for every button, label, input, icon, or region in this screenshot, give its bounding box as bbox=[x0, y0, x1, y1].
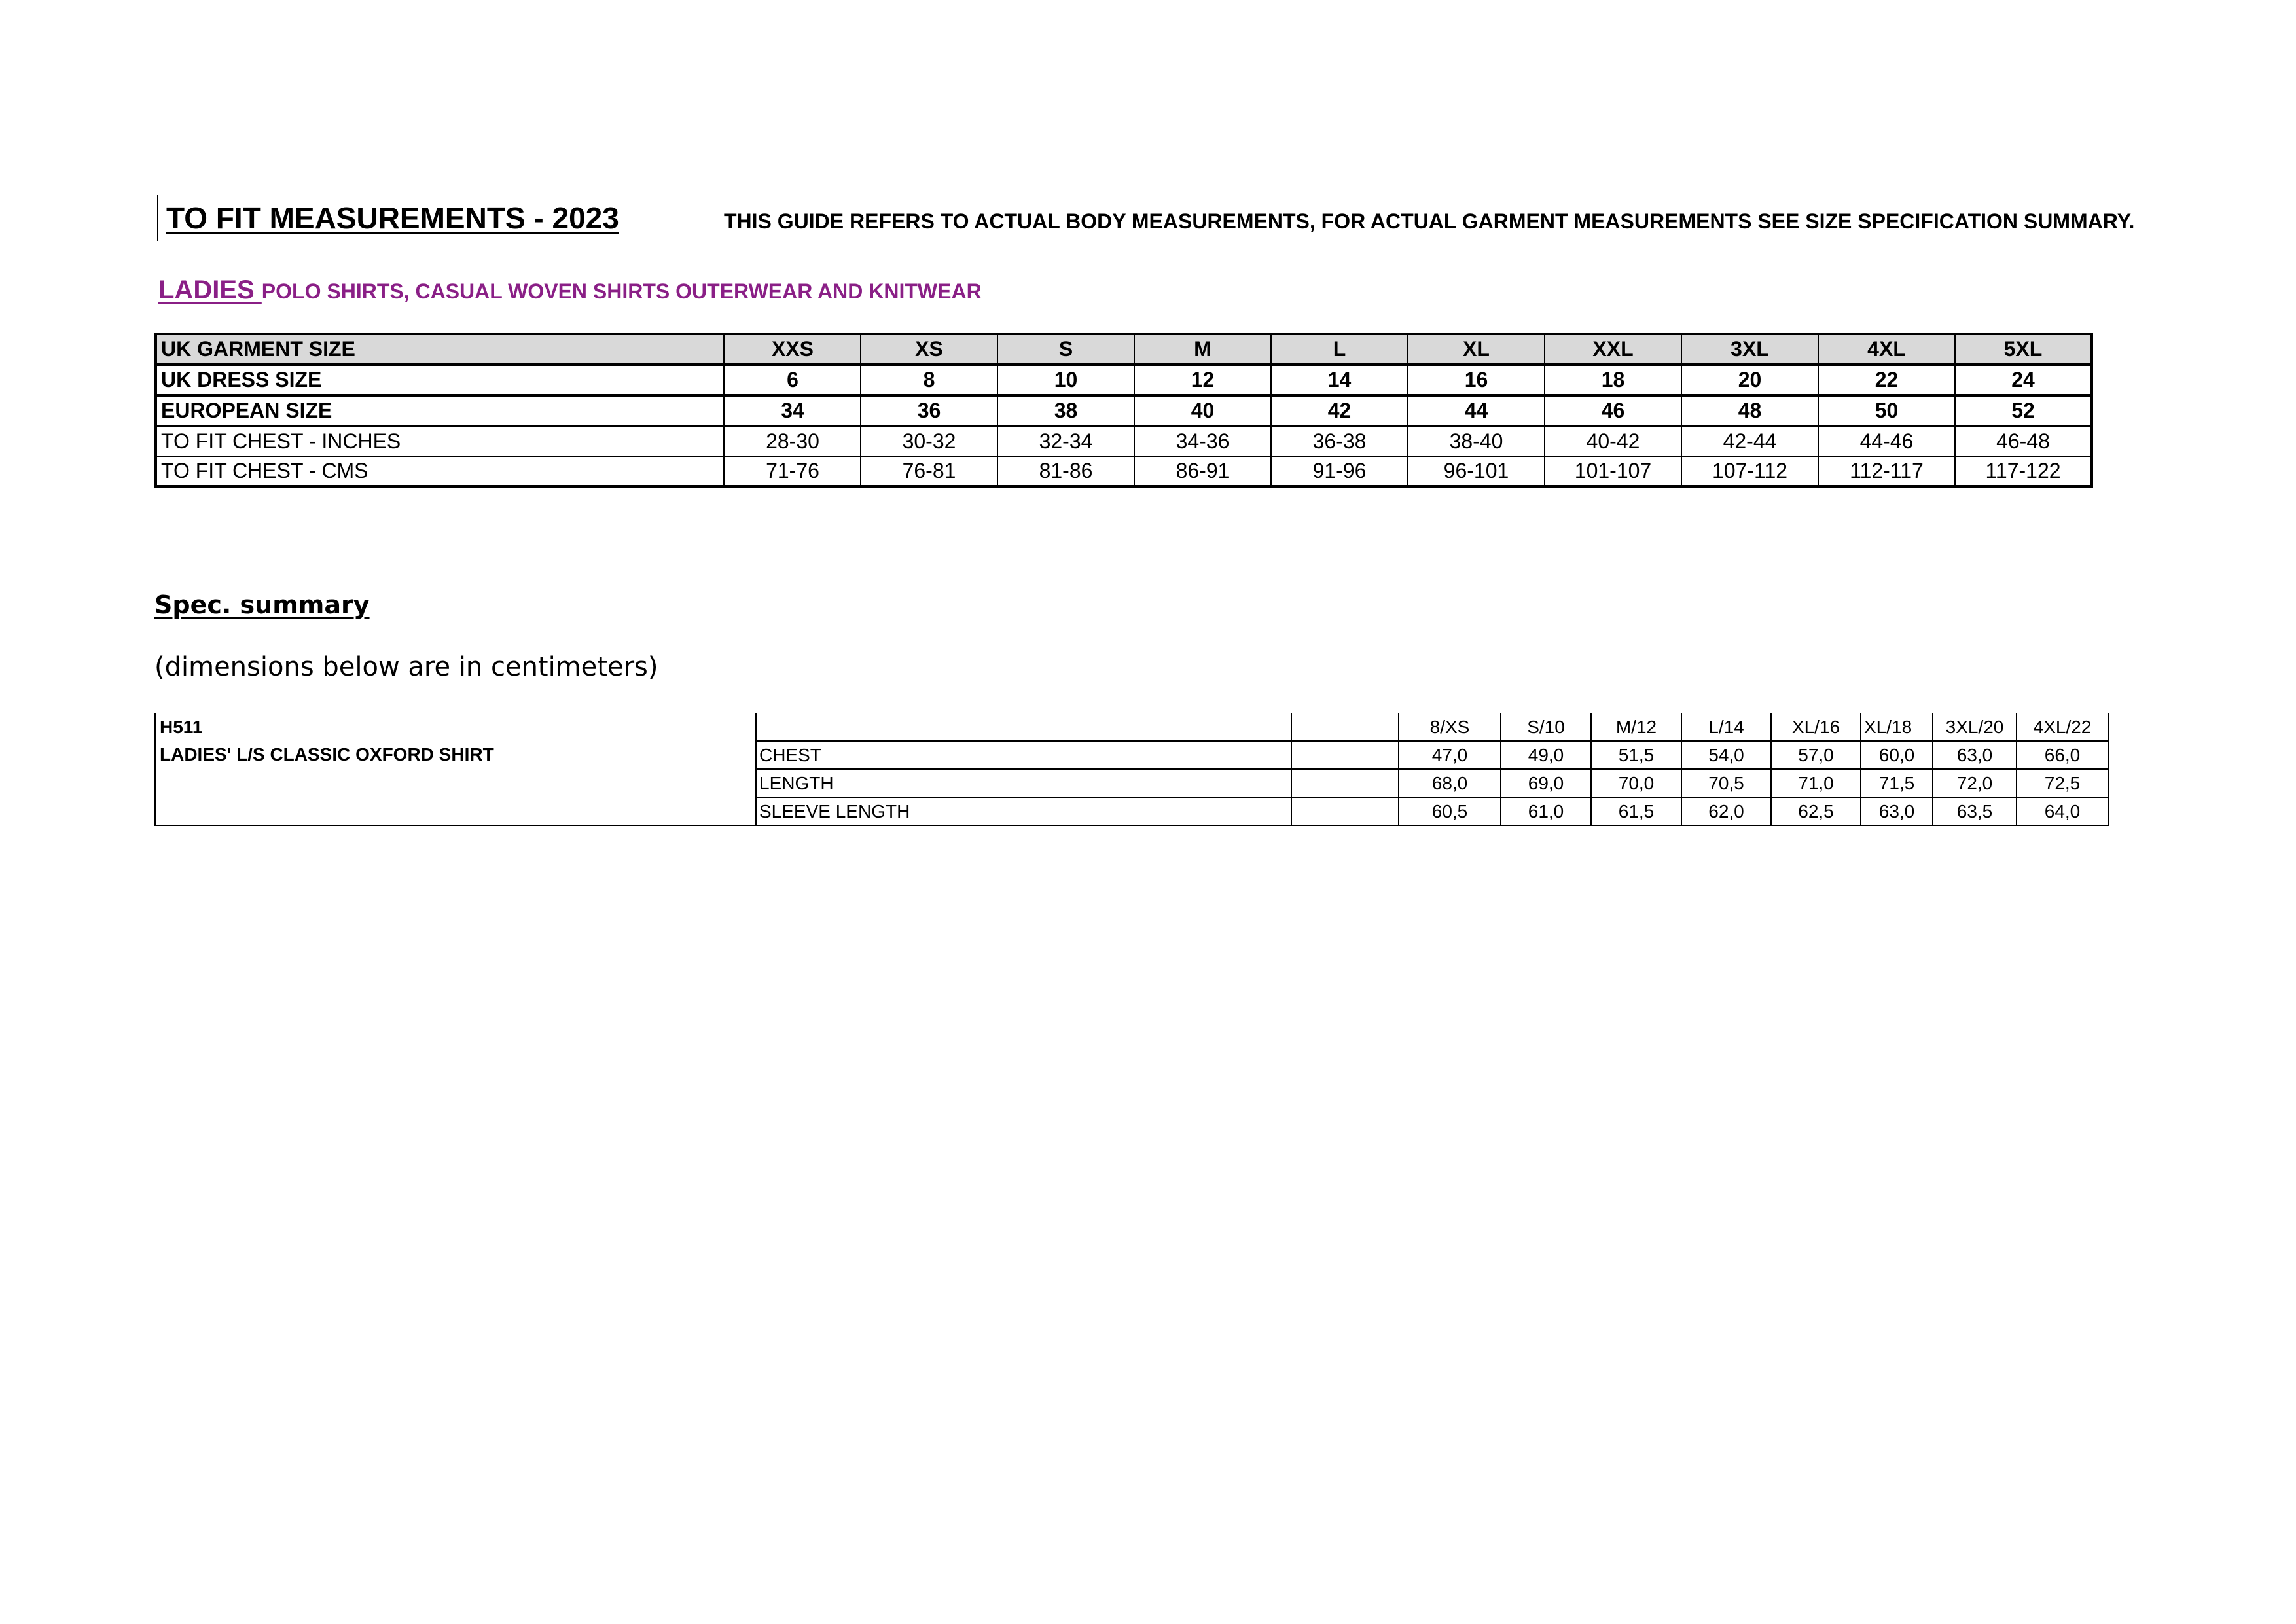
spec-size-header: L/14 bbox=[1681, 713, 1771, 741]
spec-value: 49,0 bbox=[1501, 741, 1591, 769]
spec-size-header: XL/18 bbox=[1861, 713, 1933, 741]
spec-value: 62,5 bbox=[1771, 797, 1861, 825]
spec-value: 60,0 bbox=[1861, 741, 1933, 769]
size-cell: 24 bbox=[1955, 365, 2092, 395]
spec-value: 61,0 bbox=[1501, 797, 1591, 825]
size-cell: 40-42 bbox=[1545, 426, 1681, 456]
size-cell: M bbox=[1134, 334, 1271, 365]
row-label: UK DRESS SIZE bbox=[156, 365, 724, 395]
spec-row-chest bbox=[155, 741, 2108, 769]
spec-value: 62,0 bbox=[1681, 797, 1771, 825]
row-label: EUROPEAN SIZE bbox=[156, 395, 724, 426]
size-cell: 14 bbox=[1271, 365, 1408, 395]
spec-header-row bbox=[155, 713, 2108, 741]
size-row-european bbox=[156, 395, 2092, 426]
size-cell: 117-122 bbox=[1955, 456, 2092, 486]
size-cell: 36 bbox=[861, 395, 997, 426]
spec-value: 70,0 bbox=[1591, 769, 1681, 797]
spacer-cell bbox=[1291, 797, 1399, 825]
size-row-uk-garment bbox=[156, 334, 2092, 365]
size-cell: 101-107 bbox=[1545, 456, 1681, 486]
size-cell: 86-91 bbox=[1134, 456, 1271, 486]
size-cell: XS bbox=[861, 334, 997, 365]
row-label: UK GARMENT SIZE bbox=[156, 334, 724, 365]
size-row-chest-cms bbox=[156, 456, 2092, 486]
spec-value: 68,0 bbox=[1399, 769, 1501, 797]
spec-row-length bbox=[155, 769, 2108, 797]
spec-value: 72,0 bbox=[1933, 769, 2017, 797]
size-cell: XXL bbox=[1545, 334, 1681, 365]
size-cell: 40 bbox=[1134, 395, 1271, 426]
spec-row-sleeve-length bbox=[155, 797, 2108, 825]
category-lead: LADIES bbox=[158, 276, 262, 304]
size-cell: 96-101 bbox=[1408, 456, 1545, 486]
measurement-label: CHEST bbox=[756, 741, 1291, 769]
size-cell: 34-36 bbox=[1134, 426, 1271, 456]
size-cell: 12 bbox=[1134, 365, 1271, 395]
size-cell: 30-32 bbox=[861, 426, 997, 456]
spec-size-header: XL/16 bbox=[1771, 713, 1861, 741]
spec-value: 64,0 bbox=[2017, 797, 2108, 825]
product-name: LADIES' L/S CLASSIC OXFORD SHIRT bbox=[155, 741, 756, 769]
size-cell: 38-40 bbox=[1408, 426, 1545, 456]
title-block bbox=[157, 195, 619, 241]
spec-size-header: 8/XS bbox=[1399, 713, 1501, 741]
spec-value: 72,5 bbox=[2017, 769, 2108, 797]
size-cell: 34 bbox=[724, 395, 861, 426]
size-cell: 112-117 bbox=[1818, 456, 1955, 486]
spec-value: 57,0 bbox=[1771, 741, 1861, 769]
size-cell: 46 bbox=[1545, 395, 1681, 426]
size-row-uk-dress bbox=[156, 365, 2092, 395]
spec-value: 54,0 bbox=[1681, 741, 1771, 769]
size-cell: 28-30 bbox=[724, 426, 861, 456]
size-cell: 48 bbox=[1681, 395, 1818, 426]
spacer-cell bbox=[1291, 769, 1399, 797]
size-cell: 18 bbox=[1545, 365, 1681, 395]
spec-value: 71,5 bbox=[1861, 769, 1933, 797]
spec-size-header: S/10 bbox=[1501, 713, 1591, 741]
size-cell: 16 bbox=[1408, 365, 1545, 395]
size-cell: 52 bbox=[1955, 395, 2092, 426]
size-cell: 71-76 bbox=[724, 456, 861, 486]
spec-size-header: 4XL/22 bbox=[2017, 713, 2108, 741]
product-blank bbox=[155, 769, 756, 797]
guide-note: THIS GUIDE REFERS TO ACTUAL BODY MEASUREMENTS, FOR ACTUAL GARMENT MEASUREMENTS SEE SIZE SPECIFICATION SUMMARY. bbox=[724, 209, 2135, 233]
spacer-cell bbox=[1291, 741, 1399, 769]
size-cell: XXS bbox=[724, 334, 861, 365]
size-cell: 22 bbox=[1818, 365, 1955, 395]
product-code: H511 bbox=[155, 713, 756, 741]
size-cell: 42 bbox=[1271, 395, 1408, 426]
size-cell: 91-96 bbox=[1271, 456, 1408, 486]
size-cell: 42-44 bbox=[1681, 426, 1818, 456]
size-row-chest-inches bbox=[156, 426, 2092, 456]
size-cell: 44 bbox=[1408, 395, 1545, 426]
spec-table bbox=[154, 713, 2109, 826]
size-cell: XL bbox=[1408, 334, 1545, 365]
measurement-label: LENGTH bbox=[756, 769, 1291, 797]
size-cell: 46-48 bbox=[1955, 426, 2092, 456]
size-cell: 8 bbox=[861, 365, 997, 395]
size-cell: 50 bbox=[1818, 395, 1955, 426]
spec-units-note: (dimensions below are in centimeters) bbox=[154, 652, 658, 682]
size-cell: 10 bbox=[997, 365, 1134, 395]
size-cell: 76-81 bbox=[861, 456, 997, 486]
measure-header-blank bbox=[756, 713, 1291, 741]
spec-value: 70,5 bbox=[1681, 769, 1771, 797]
spec-value: 61,5 bbox=[1591, 797, 1681, 825]
size-cell: 44-46 bbox=[1818, 426, 1955, 456]
category-description: POLO SHIRTS, CASUAL WOVEN SHIRTS OUTERWEAR AND KNITWEAR bbox=[261, 280, 982, 303]
spec-value: 71,0 bbox=[1771, 769, 1861, 797]
size-cell: L bbox=[1271, 334, 1408, 365]
size-table bbox=[154, 333, 2093, 488]
size-cell: 81-86 bbox=[997, 456, 1134, 486]
measurement-label: SLEEVE LENGTH bbox=[756, 797, 1291, 825]
spec-value: 69,0 bbox=[1501, 769, 1591, 797]
spec-value: 66,0 bbox=[2017, 741, 2108, 769]
spec-summary-heading: Spec. summary bbox=[154, 590, 370, 619]
size-cell: 38 bbox=[997, 395, 1134, 426]
size-cell: 36-38 bbox=[1271, 426, 1408, 456]
row-label: TO FIT CHEST - CMS bbox=[156, 456, 724, 486]
spec-size-header: M/12 bbox=[1591, 713, 1681, 741]
size-cell: S bbox=[997, 334, 1134, 365]
size-cell: 6 bbox=[724, 365, 861, 395]
spec-value: 60,5 bbox=[1399, 797, 1501, 825]
product-blank bbox=[155, 797, 756, 825]
spec-value: 63,0 bbox=[1861, 797, 1933, 825]
spec-value: 63,5 bbox=[1933, 797, 2017, 825]
size-cell: 20 bbox=[1681, 365, 1818, 395]
spec-value: 51,5 bbox=[1591, 741, 1681, 769]
row-label: TO FIT CHEST - INCHES bbox=[156, 426, 724, 456]
page-title: TO FIT MEASUREMENTS - 2023 bbox=[166, 201, 619, 235]
spec-value: 63,0 bbox=[1933, 741, 2017, 769]
spec-size-header: 3XL/20 bbox=[1933, 713, 2017, 741]
size-cell: 107-112 bbox=[1681, 456, 1818, 486]
spec-value: 47,0 bbox=[1399, 741, 1501, 769]
spacer-cell bbox=[1291, 713, 1399, 741]
size-cell: 4XL bbox=[1818, 334, 1955, 365]
size-cell: 32-34 bbox=[997, 426, 1134, 456]
size-cell: 5XL bbox=[1955, 334, 2092, 365]
category-heading bbox=[158, 274, 982, 312]
size-cell: 3XL bbox=[1681, 334, 1818, 365]
